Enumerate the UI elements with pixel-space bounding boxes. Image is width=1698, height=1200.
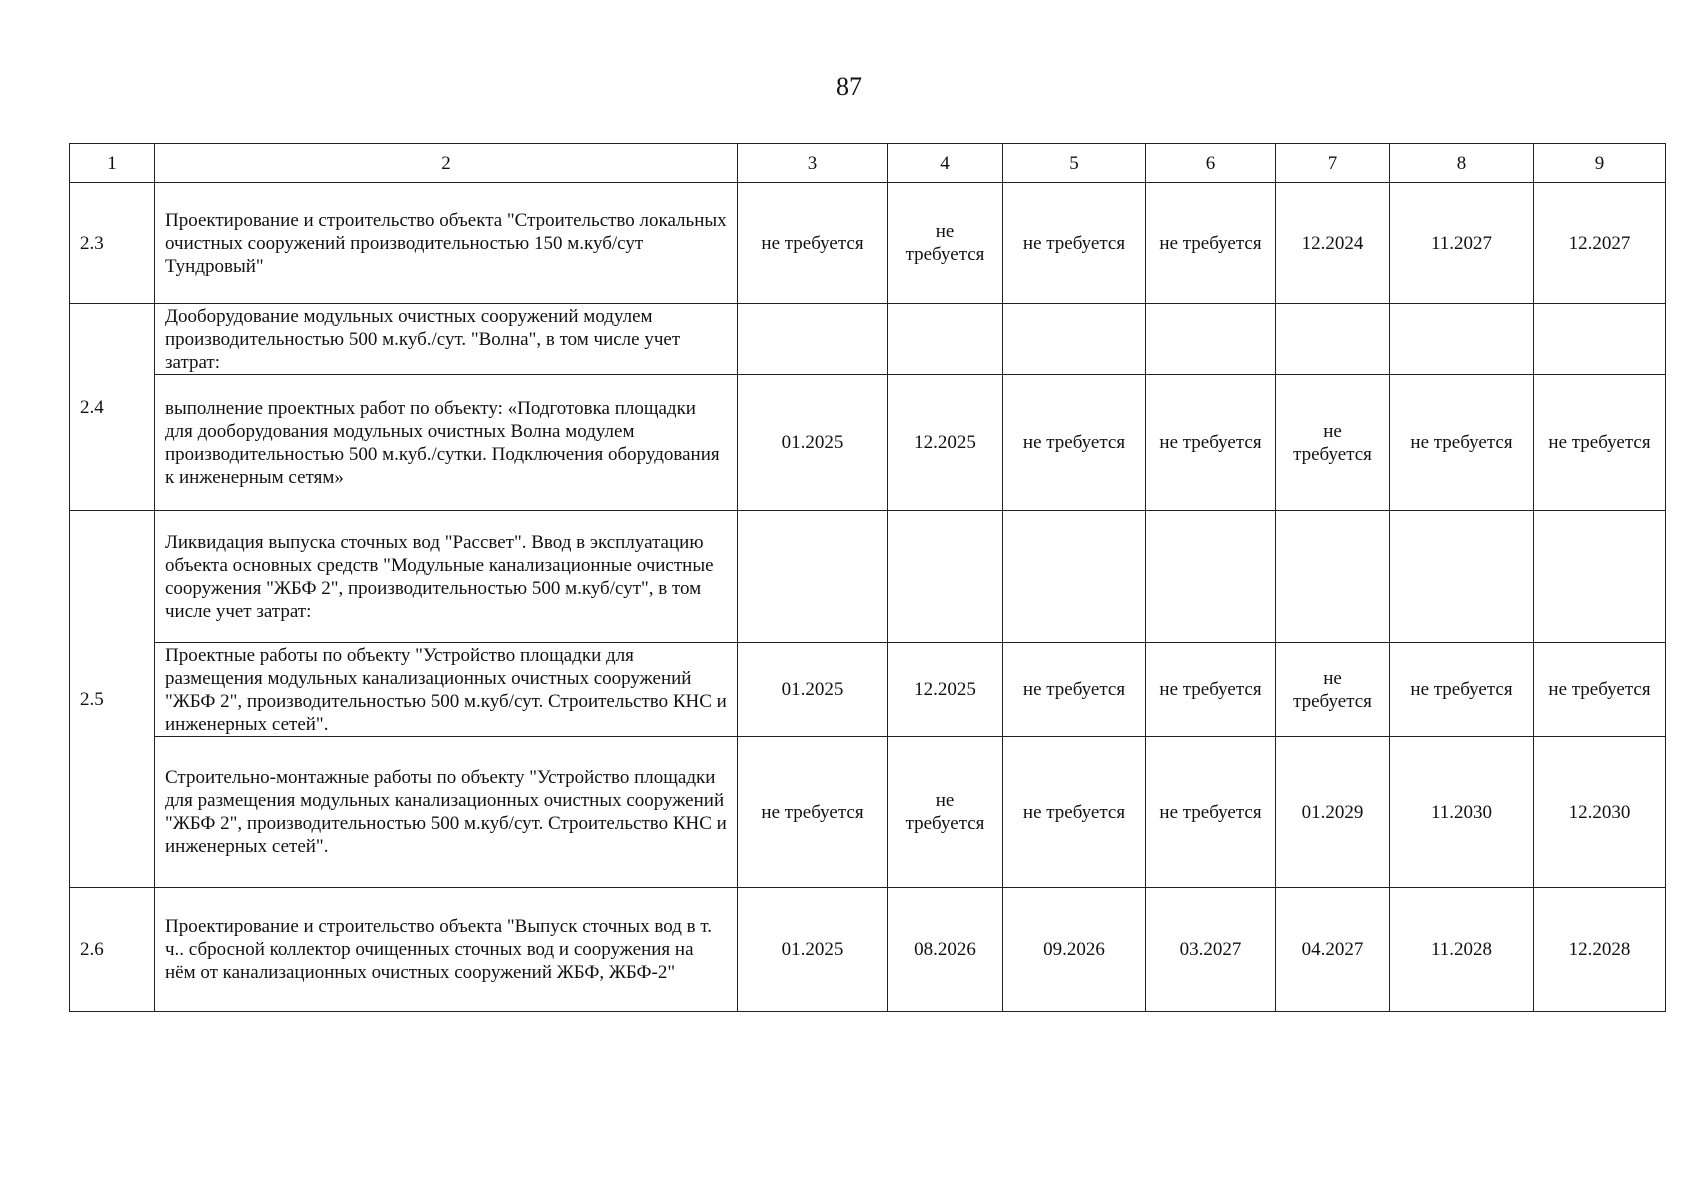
column-header: 7: [1276, 144, 1390, 183]
cell-value: [1534, 304, 1666, 375]
cell-value: [1534, 511, 1666, 643]
column-header: 4: [888, 144, 1003, 183]
cell-value: 03.2027: [1146, 888, 1276, 1012]
cell-value: 09.2026: [1003, 888, 1146, 1012]
cell-value: 01.2025: [738, 643, 888, 737]
cell-value: не требуется: [1146, 643, 1276, 737]
cell-value: не требуется: [1003, 375, 1146, 511]
column-header: 2: [155, 144, 738, 183]
table-row: [70, 183, 1666, 304]
row-description: Дооборудование модульных очистных сооружений модулем производительностью 500 м.куб./сут. "Волна", в том числе учет затрат:: [155, 304, 738, 375]
row-description: Строительно-монтажные работы по объекту "Устройство площадки для размещения модульных канализационных очистных сооружений "ЖБФ 2", производительностью 500 м.куб/сут. Строительство КНС и инженерных сетей".: [155, 737, 738, 888]
cell-value: 04.2027: [1276, 888, 1390, 1012]
cell-value: не требуется: [1003, 183, 1146, 304]
cell-value: 08.2026: [888, 888, 1003, 1012]
column-header: 8: [1390, 144, 1534, 183]
row-description: Проектные работы по объекту "Устройство площадки для размещения модульных канализационных очистных сооружений "ЖБФ 2", производительностью 500 м.куб/сут. Строительство КНС и инженерных сетей".: [155, 643, 738, 737]
row-number: 2.5: [70, 511, 155, 888]
table-row: [70, 737, 1666, 888]
cell-value: 11.2027: [1390, 183, 1534, 304]
cell-value: не требуется: [1390, 375, 1534, 511]
cell-value: [1003, 511, 1146, 643]
row-description: Проектирование и строительство объекта "Строительство локальных очистных сооружений производительностью 150 м.куб/сут Тундровый": [155, 183, 738, 304]
cell-value: не требуется: [738, 737, 888, 888]
cell-value: не требуется: [1146, 375, 1276, 511]
cell-value: 12.2030: [1534, 737, 1666, 888]
cell-value: 12.2025: [888, 643, 1003, 737]
column-header: 5: [1003, 144, 1146, 183]
table-row: [70, 511, 1666, 643]
cell-value: 01.2025: [738, 375, 888, 511]
cell-value: не требуется: [1146, 737, 1276, 888]
cell-value: не требуется: [888, 737, 1003, 888]
cell-value: 12.2028: [1534, 888, 1666, 1012]
cell-value: [1276, 511, 1390, 643]
row-description: Проектирование и строительство объекта "Выпуск сточных вод в т. ч.. сбросной коллектор очищенных сточных вод и сооружения на нём от канализационных очистных сооружений ЖБФ, ЖБФ-2": [155, 888, 738, 1012]
cell-value: [1390, 511, 1534, 643]
cell-value: не требуется: [1003, 643, 1146, 737]
column-header: 6: [1146, 144, 1276, 183]
cell-value: 11.2028: [1390, 888, 1534, 1012]
page-number: 87: [836, 72, 862, 101]
cell-value: [1390, 304, 1534, 375]
cell-value: 01.2025: [738, 888, 888, 1012]
cell-value: [888, 511, 1003, 643]
schedule-table: [69, 143, 1666, 1012]
row-number: 2.6: [70, 888, 155, 1012]
column-header: 3: [738, 144, 888, 183]
cell-value: [738, 511, 888, 643]
table-row: [70, 375, 1666, 511]
column-header: 9: [1534, 144, 1666, 183]
cell-value: [1003, 304, 1146, 375]
cell-value: 12.2024: [1276, 183, 1390, 304]
cell-value: не требуется: [1534, 375, 1666, 511]
table-row: [70, 888, 1666, 1012]
row-number: 2.4: [70, 304, 155, 511]
cell-value: [888, 304, 1003, 375]
table-header-row: [70, 144, 1666, 183]
cell-value: [738, 304, 888, 375]
row-number: 2.3: [70, 183, 155, 304]
cell-value: не требуется: [1276, 643, 1390, 737]
table-row: [70, 304, 1666, 375]
cell-value: не требуется: [1276, 375, 1390, 511]
cell-value: не требуется: [1534, 643, 1666, 737]
cell-value: 12.2025: [888, 375, 1003, 511]
column-header: 1: [70, 144, 155, 183]
row-description: выполнение проектных работ по объекту: «Подготовка площадки для дооборудования модульных очистных Волна модулем производительностью 500 м.куб./сутки. Подключения оборудования к инженерным сетям»: [155, 375, 738, 511]
cell-value: 12.2027: [1534, 183, 1666, 304]
row-description: Ликвидация выпуска сточных вод "Рассвет". Ввод в эксплуатацию объекта основных средств "Модульные канализационные очистные сооружения "ЖБФ 2", производительностью 500 м.куб/сут", в том числе учет затрат:: [155, 511, 738, 643]
cell-value: 11.2030: [1390, 737, 1534, 888]
cell-value: 01.2029: [1276, 737, 1390, 888]
cell-value: не требуется: [1146, 183, 1276, 304]
cell-value: не требуется: [1003, 737, 1146, 888]
cell-value: не требуется: [1390, 643, 1534, 737]
cell-value: [1146, 304, 1276, 375]
cell-value: не требуется: [738, 183, 888, 304]
cell-value: [1146, 511, 1276, 643]
cell-value: не требуется: [888, 183, 1003, 304]
table-row: [70, 643, 1666, 737]
cell-value: [1276, 304, 1390, 375]
